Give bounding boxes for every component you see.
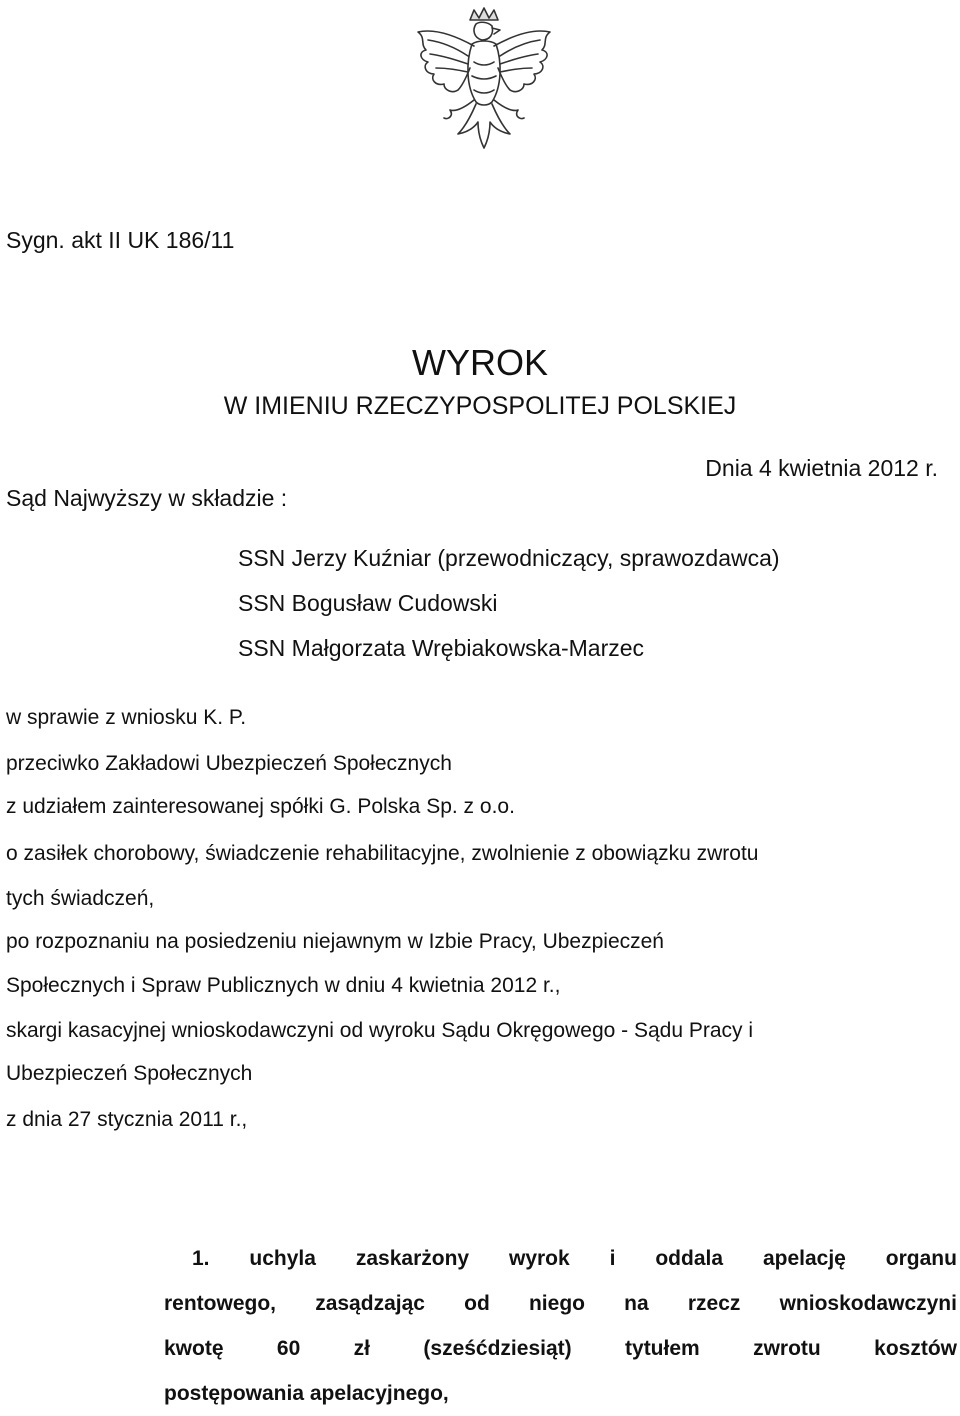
ruling-word: rentowego, [164,1292,277,1315]
ruling-line [164,1371,957,1416]
case-line-hearing: po rozpoznaniu na posiedzeniu niejawnym w Izbie Pracy, Ubezpieczeń [6,930,664,953]
ruling-word: wnioskodawczyni [779,1292,957,1315]
court-composition-label: Sąd Najwyższy w składzie : [6,485,288,511]
ruling-word: wyrok [509,1247,570,1270]
ruling-word: od [464,1292,490,1315]
ruling-word: zasądzając [315,1292,425,1315]
ruling-word: rzecz [687,1292,741,1315]
ruling-number: 1. [192,1247,210,1270]
case-line-hearing-cont: Społecznych i Spraw Publicznych w dniu 4 kwietnia 2012 r., [6,974,561,997]
case-line-appeal-date: z dnia 27 stycznia 2011 r., [6,1108,248,1131]
ruling-word: apelację [762,1247,846,1270]
case-line-applicant: w sprawie z wniosku K. P. [6,706,247,729]
case-number: Sygn. akt II UK 186/11 [6,227,235,253]
ruling-word: zł [353,1337,370,1360]
ruling-line [164,1281,957,1326]
ruling-word: niego [528,1292,585,1315]
document-title: WYROK [411,342,548,383]
case-line-subject-cont: tych świadczeń, [6,887,155,910]
ruling-word: postępowania apelacyjnego, [164,1382,449,1405]
ruling-word: organu [885,1247,957,1270]
ruling-line [164,1236,957,1281]
case-line-appeal: skargi kasacyjnej wnioskodawczyni od wyroku Sądu Okręgowego - Sądu Pracy i [6,1019,754,1042]
ruling-line [164,1326,957,1371]
ruling-word: kosztów [874,1337,957,1360]
ruling-word: tytułem [625,1337,700,1360]
polish-eagle-emblem-icon [404,6,564,164]
document-subtitle: W IMIENIU RZECZYPOSPOLITEJ POLSKIEJ [223,392,737,420]
case-line-appeal-cont: Ubezpieczeń Społecznych [6,1062,253,1085]
ruling-text [164,1236,957,1416]
judgment-date: Dnia 4 kwietnia 2012 r. [705,455,938,481]
ruling-word: zaskarżony [355,1247,470,1270]
judge-name: SSN Małgorzata Wrębiakowska-Marzec [238,635,645,661]
ruling-word: zwrotu [753,1337,821,1360]
ruling-word: uchyla [249,1247,316,1270]
judge-name: SSN Jerzy Kuźniar (przewodniczący, sprawozdawca) [238,545,780,571]
case-line-subject: o zasiłek chorobowy, świadczenie rehabilitacyjne, zwolnienie z obowiązku zwrotu [6,842,759,865]
ruling-word: i [609,1247,616,1270]
judge-name: SSN Bogusław Cudowski [238,590,498,616]
ruling-word: oddala [655,1247,724,1270]
ruling-word: (sześćdziesiąt) [423,1337,572,1360]
judges-list [238,545,780,680]
ruling-word: kwotę [164,1337,224,1360]
case-line-interested-party: z udziałem zainteresowanej spółki G. Polska Sp. z o.o. [6,795,515,818]
ruling-word: na [624,1292,649,1315]
ruling-word: 60 [276,1337,301,1360]
case-line-respondent: przeciwko Zakładowi Ubezpieczeń Społecznych [6,752,452,775]
